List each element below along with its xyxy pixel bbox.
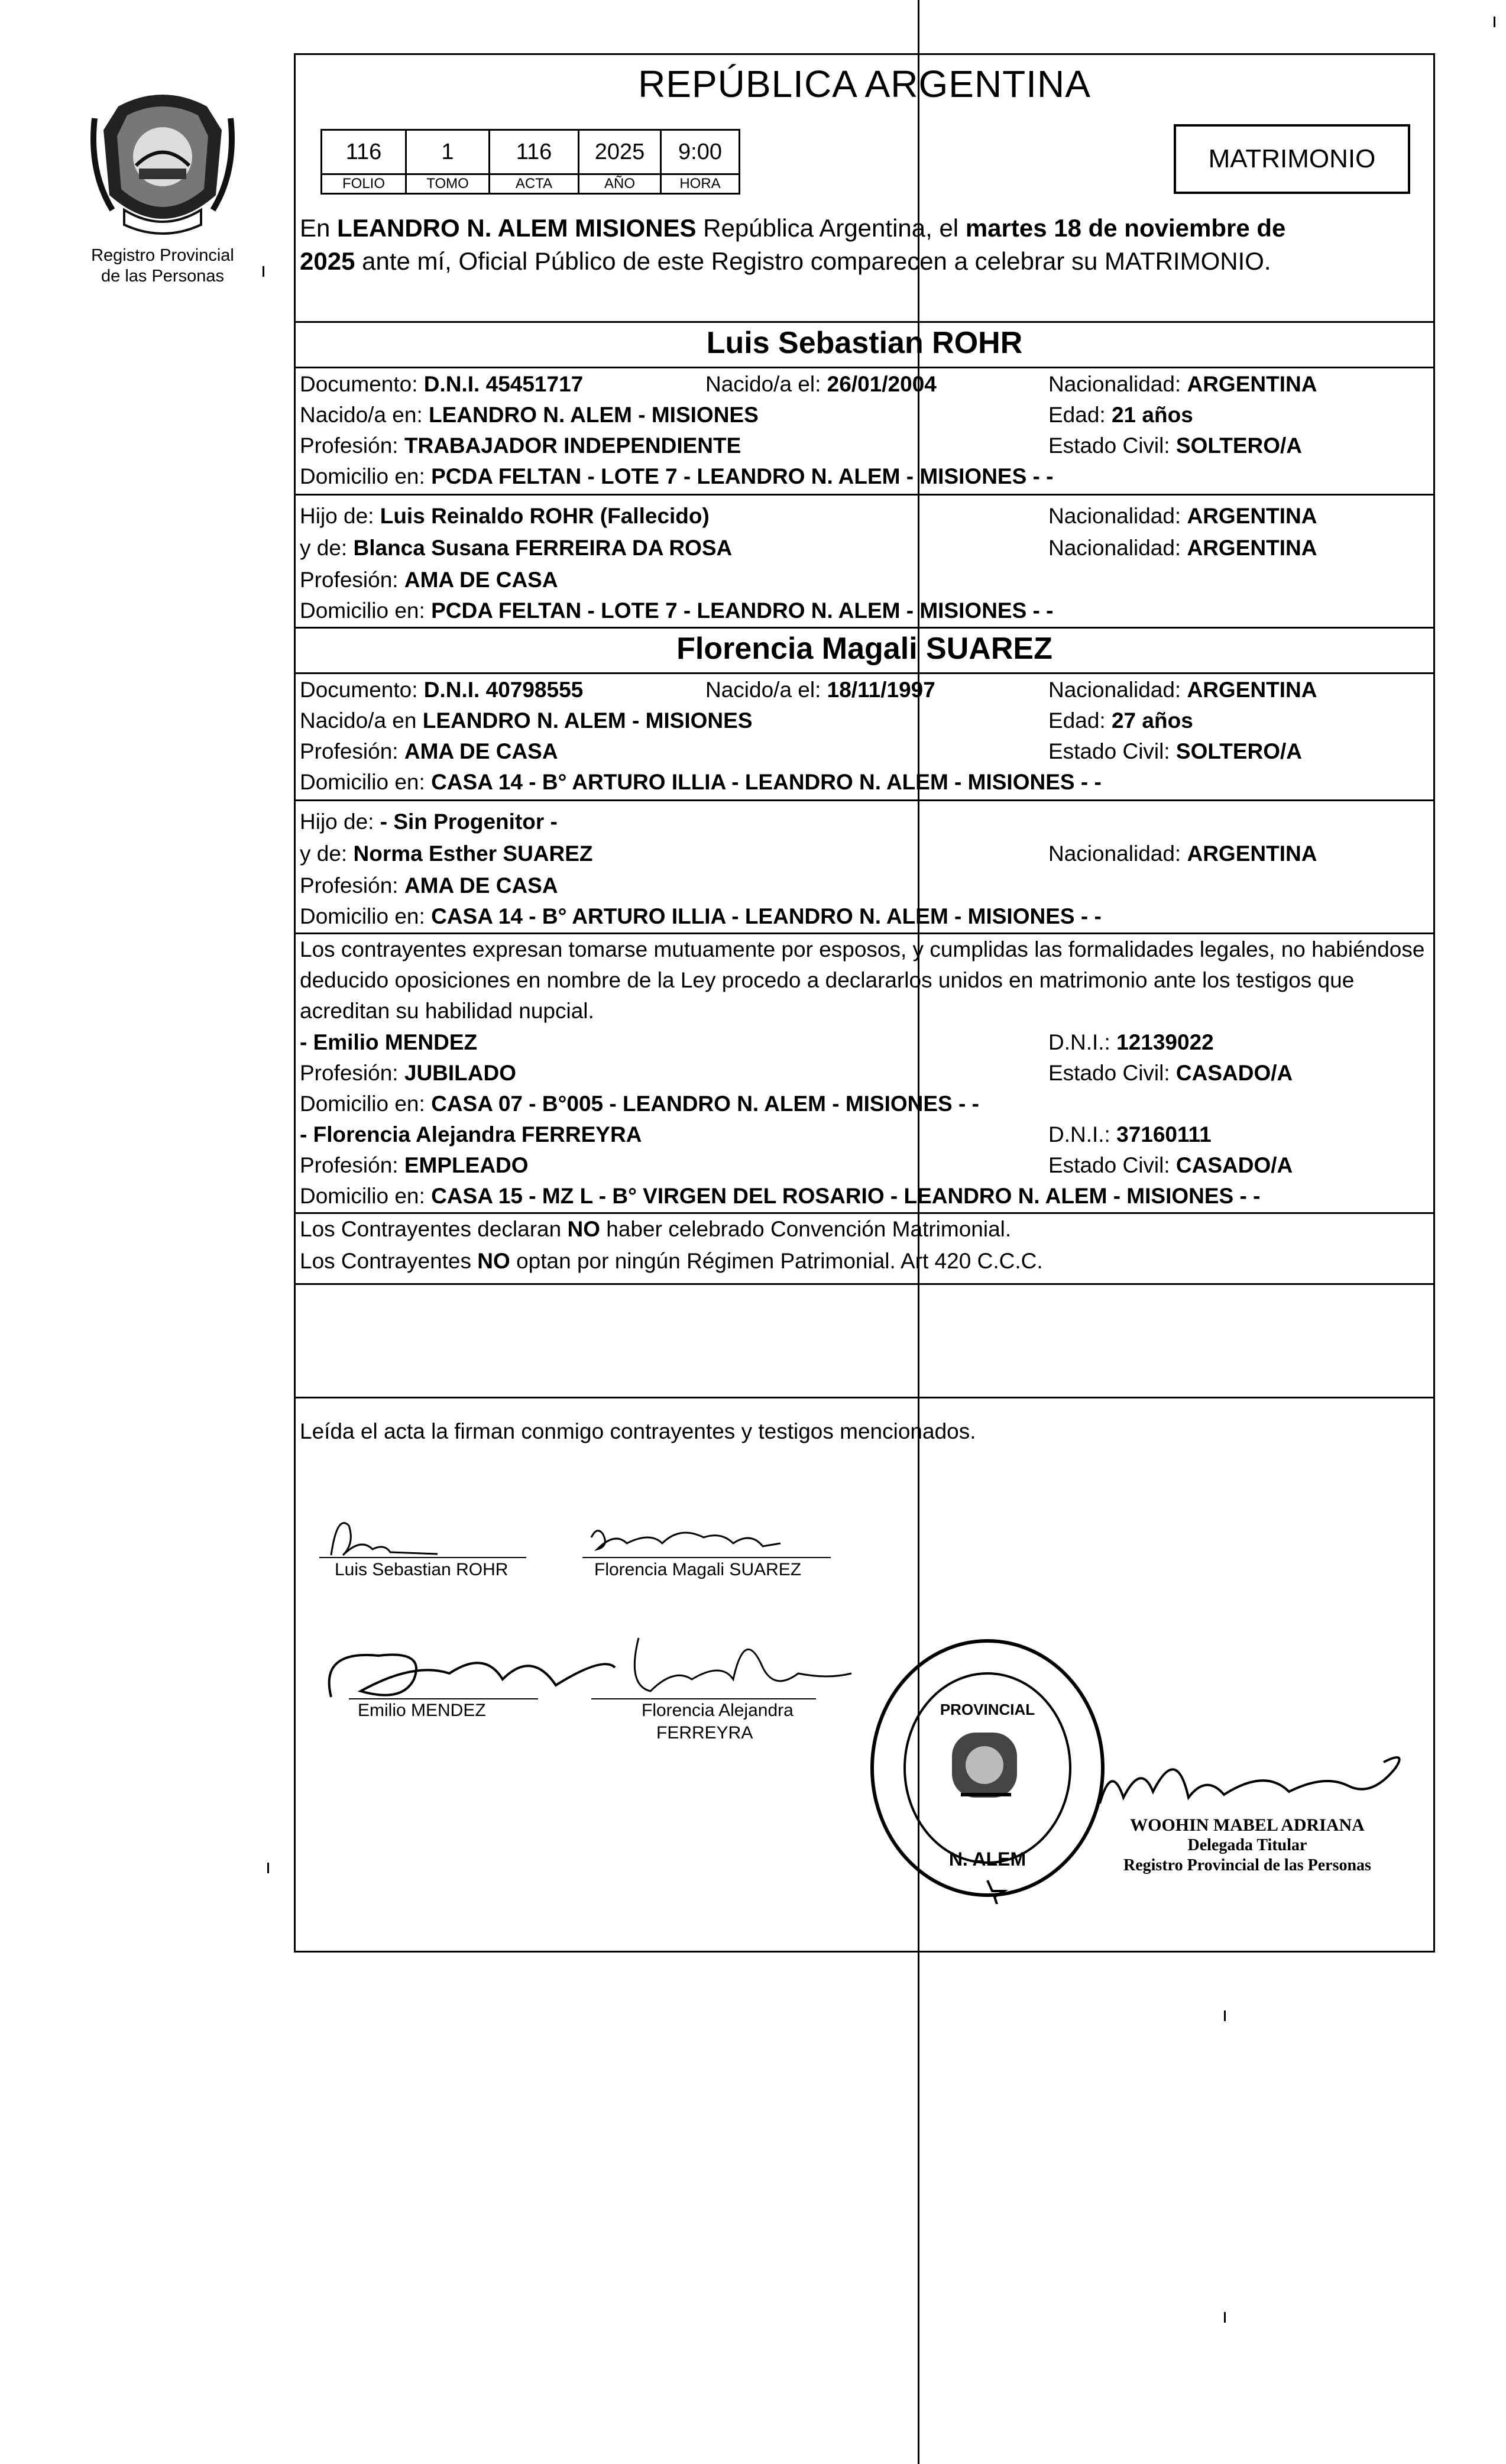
spouse1-name: Luis Sebastian ROHR [706, 326, 1023, 360]
closing-text: Leída el acta la firman conmigo contrayentes y testigos mencionados. [300, 1419, 976, 1443]
signature-label-spouse2: Florencia Magali SUAREZ [594, 1560, 802, 1579]
spouse1-row-documento: Documento: D.N.I. 45451717 Nacido/a el: 26/01/2004 Nacionalidad: ARGENTINA [300, 372, 1317, 396]
divider [294, 367, 1435, 368]
witness2-row-profesion: Profesión: EMPLEADO Estado Civil: CASADO/A [300, 1153, 1293, 1177]
spouse2-row-domicilio: Domicilio en: CASA 14 - B° ARTURO ILLIA - LEANDRO N. ALEM - MISIONES - - [300, 770, 1102, 794]
folio-label: FOLIO [322, 174, 406, 194]
spouse2-row-nacido-en: Nacido/a en LEANDRO N. ALEM - MISIONES Edad: 27 años [300, 708, 1193, 733]
signature-line [349, 1698, 538, 1699]
spouse2-row-padres-domicilio: Domicilio en: CASA 14 - B° ARTURO ILLIA - LEANDRO N. ALEM - MISIONES - - [300, 904, 1102, 928]
convention-line-1: Los Contrayentes declaran NO haber celebrado Convención Matrimonial. [300, 1217, 1012, 1241]
spouse1-row-madre-profesion: Profesión: AMA DE CASA [300, 568, 558, 592]
signature-scribbles-row2 [307, 1614, 899, 1715]
divider [294, 672, 1435, 674]
signature-line [591, 1698, 816, 1699]
spouse1-row-padres-domicilio: Domicilio en: PCDA FELTAN - LOTE 7 - LEANDRO N. ALEM - MISIONES - - [300, 598, 1054, 623]
spouse1-row-domicilio: Domicilio en: PCDA FELTAN - LOTE 7 - LEANDRO N. ALEM - MISIONES - - [300, 464, 1054, 488]
spouse2-row-padre: Hijo de: - Sin Progenitor - [300, 810, 558, 834]
signature-label-witness1: Emilio MENDEZ [358, 1701, 486, 1720]
stray-mark [1224, 2312, 1226, 2323]
registration-box [320, 129, 740, 195]
witness2-row-domicilio: Domicilio en: CASA 15 - MZ L - B° VIRGEN DEL ROSARIO - LEANDRO N. ALEM - MISIONES - - [300, 1184, 1261, 1208]
divider [294, 1397, 1435, 1398]
witness2-row-name: - Florencia Alejandra FERREYRA D.N.I.: 37160111 [300, 1122, 1212, 1147]
divider [294, 627, 1435, 629]
spouse1-row-nacido-en: Nacido/a en: LEANDRO N. ALEM - MISIONES Edad: 21 años [300, 403, 1193, 427]
stray-mark [1494, 17, 1495, 27]
divider [294, 494, 1435, 496]
spouse1-row-madre: y de: Blanca Susana FERREIRA DA ROSA Nacionalidad: ARGENTINA [300, 536, 1317, 560]
spouse2-row-madre-profesion: Profesión: AMA DE CASA [300, 873, 558, 898]
signature-line [319, 1557, 526, 1558]
stray-mark [1224, 2010, 1226, 2021]
signature-label-spouse1: Luis Sebastian ROHR [335, 1560, 509, 1579]
witness1-row-name: - Emilio MENDEZ D.N.I.: 12139022 [300, 1030, 1214, 1054]
logo-caption: Registro Provincial de las Personas [91, 246, 234, 286]
province-seal-logo [83, 83, 242, 242]
convention-line-2: Los Contrayentes NO optan por ningún Régimen Patrimonial. Art 420 C.C.C. [300, 1249, 1043, 1273]
hora-value: 9:00 [661, 130, 740, 174]
document-title: REPÚBLICA ARGENTINA [638, 63, 1091, 105]
spouse2-row-madre: y de: Norma Esther SUAREZ Nacionalidad: ARGENTINA [300, 841, 1317, 866]
hora-label: HORA [661, 174, 740, 194]
svg-text:N. ALEM: N. ALEM [948, 1848, 1026, 1870]
stray-mark [263, 266, 264, 277]
witness1-row-profesion: Profesión: JUBILADO Estado Civil: CASADO/A [300, 1061, 1293, 1085]
witness1-row-domicilio: Domicilio en: CASA 07 - B°005 - LEANDRO N. ALEM - MISIONES - - [300, 1092, 979, 1116]
signature-label-witness2-line1: Florencia Alejandra [642, 1701, 794, 1720]
act-type-box: MATRIMONIO [1174, 124, 1410, 194]
intro-paragraph: En LEANDRO N. ALEM MISIONES República Argentina, el martes 18 de noviembre de 2025 ante mí, Oficial Público de este Registro comparecen a celebrar su MATRIMONIO. [300, 214, 1286, 275]
signature-line [582, 1557, 831, 1558]
declaration-paragraph: Los contrayentes expresan tomarse mutuamente por esposos, y cumplidas las formalidades legales, no habiéndose deducido oposiciones en nombre de la Ley procedo a declararlos unidos en matrimonio ante los testigos que acreditan su habilidad nupcial. [300, 937, 1425, 1023]
spouse2-row-documento: Documento: D.N.I. 40798555 Nacido/a el: 18/11/1997 Nacionalidad: ARGENTINA [300, 678, 1317, 702]
spouse1-row-profesion: Profesión: TRABAJADOR INDEPENDIENTE Estado Civil: SOLTERO/A [300, 433, 1303, 458]
folio-value: 116 [322, 130, 406, 174]
stray-mark [267, 1863, 269, 1873]
acta-value: 116 [490, 130, 579, 174]
spouse2-name: Florencia Magali SUAREZ [676, 632, 1052, 666]
anio-label: AÑO [579, 174, 661, 194]
signature-label-witness2-line2: FERREYRA [656, 1723, 753, 1743]
divider [294, 1212, 1435, 1214]
tomo-label: TOMO [406, 174, 490, 194]
svg-text:PROVINCIAL: PROVINCIAL [940, 1701, 1035, 1718]
tomo-value: 1 [406, 130, 490, 174]
spouse2-row-profesion: Profesión: AMA DE CASA Estado Civil: SOLTERO/A [300, 739, 1303, 763]
official-stamp [863, 1632, 1112, 1904]
divider [294, 799, 1435, 801]
spouse1-row-padre: Hijo de: Luis Reinaldo ROHR (Fallecido) Nacionalidad: ARGENTINA [300, 504, 1317, 528]
official-signature-block: WOOHIN MABEL ADRIANA Delegada Titular Registro Provincial de las Personas [1123, 1815, 1371, 1874]
official-signature [1088, 1738, 1419, 1827]
anio-value: 2025 [579, 130, 661, 174]
acta-label: ACTA [490, 174, 579, 194]
divider [294, 1283, 1435, 1285]
divider [294, 321, 1435, 323]
